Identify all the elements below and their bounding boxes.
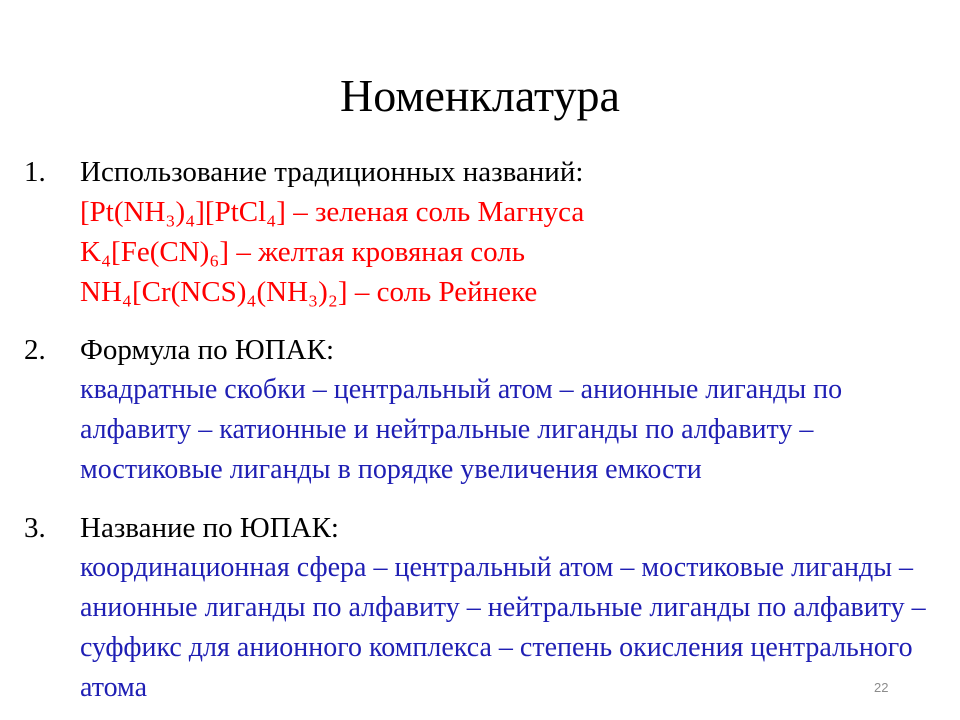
name-magnus-salt: – зеленая соль Магнуса [293,196,585,228]
nomenclature-list [24,152,954,708]
list-item-iupac-name [24,508,954,708]
formula-magnus-salt: [Pt(NH₃)₄][PtCl₄] [80,196,286,228]
item-number: 3. [24,512,46,544]
formula-reinecke-salt: NH₄[Cr(NCS)₄(NH₃)₂] [80,276,348,308]
iupac-name-description: координационная сфера – центральный атом – мостиковые лиганды – анионные лиганды по алфавиту – нейтральные лиганды по алфавиту – суффикс для анионного комплекса – степень окисления центрального атома [80,552,926,703]
item-number: 1. [24,156,46,188]
example-magnus-salt [80,192,954,232]
item-heading: Формула по ЮПАК: [80,334,335,366]
name-yellow-prussiate: – желтая кровяная соль [236,236,525,268]
item-heading: Название по ЮПАК: [80,512,339,544]
list-item-iupac-formula [24,330,954,490]
example-yellow-prussiate [80,232,954,272]
page-number: 22 [874,680,889,695]
name-reinecke-salt: – соль Рейнеке [354,276,538,308]
formula-yellow-prussiate: K₄[Fe(CN)₆] [80,236,230,268]
iupac-formula-description: квадратные скобки – центральный атом – анионные лиганды по алфавиту – катионные и нейтральные лиганды по алфавиту – мостиковые лиганды в порядке увеличения емкости [80,374,843,485]
item-heading: Использование традиционных названий: [80,156,584,188]
slide-title: Номенклатура [340,70,620,121]
item-number: 2. [24,334,46,366]
example-reinecke-salt [80,272,954,312]
list-item-traditional-names [24,152,954,312]
